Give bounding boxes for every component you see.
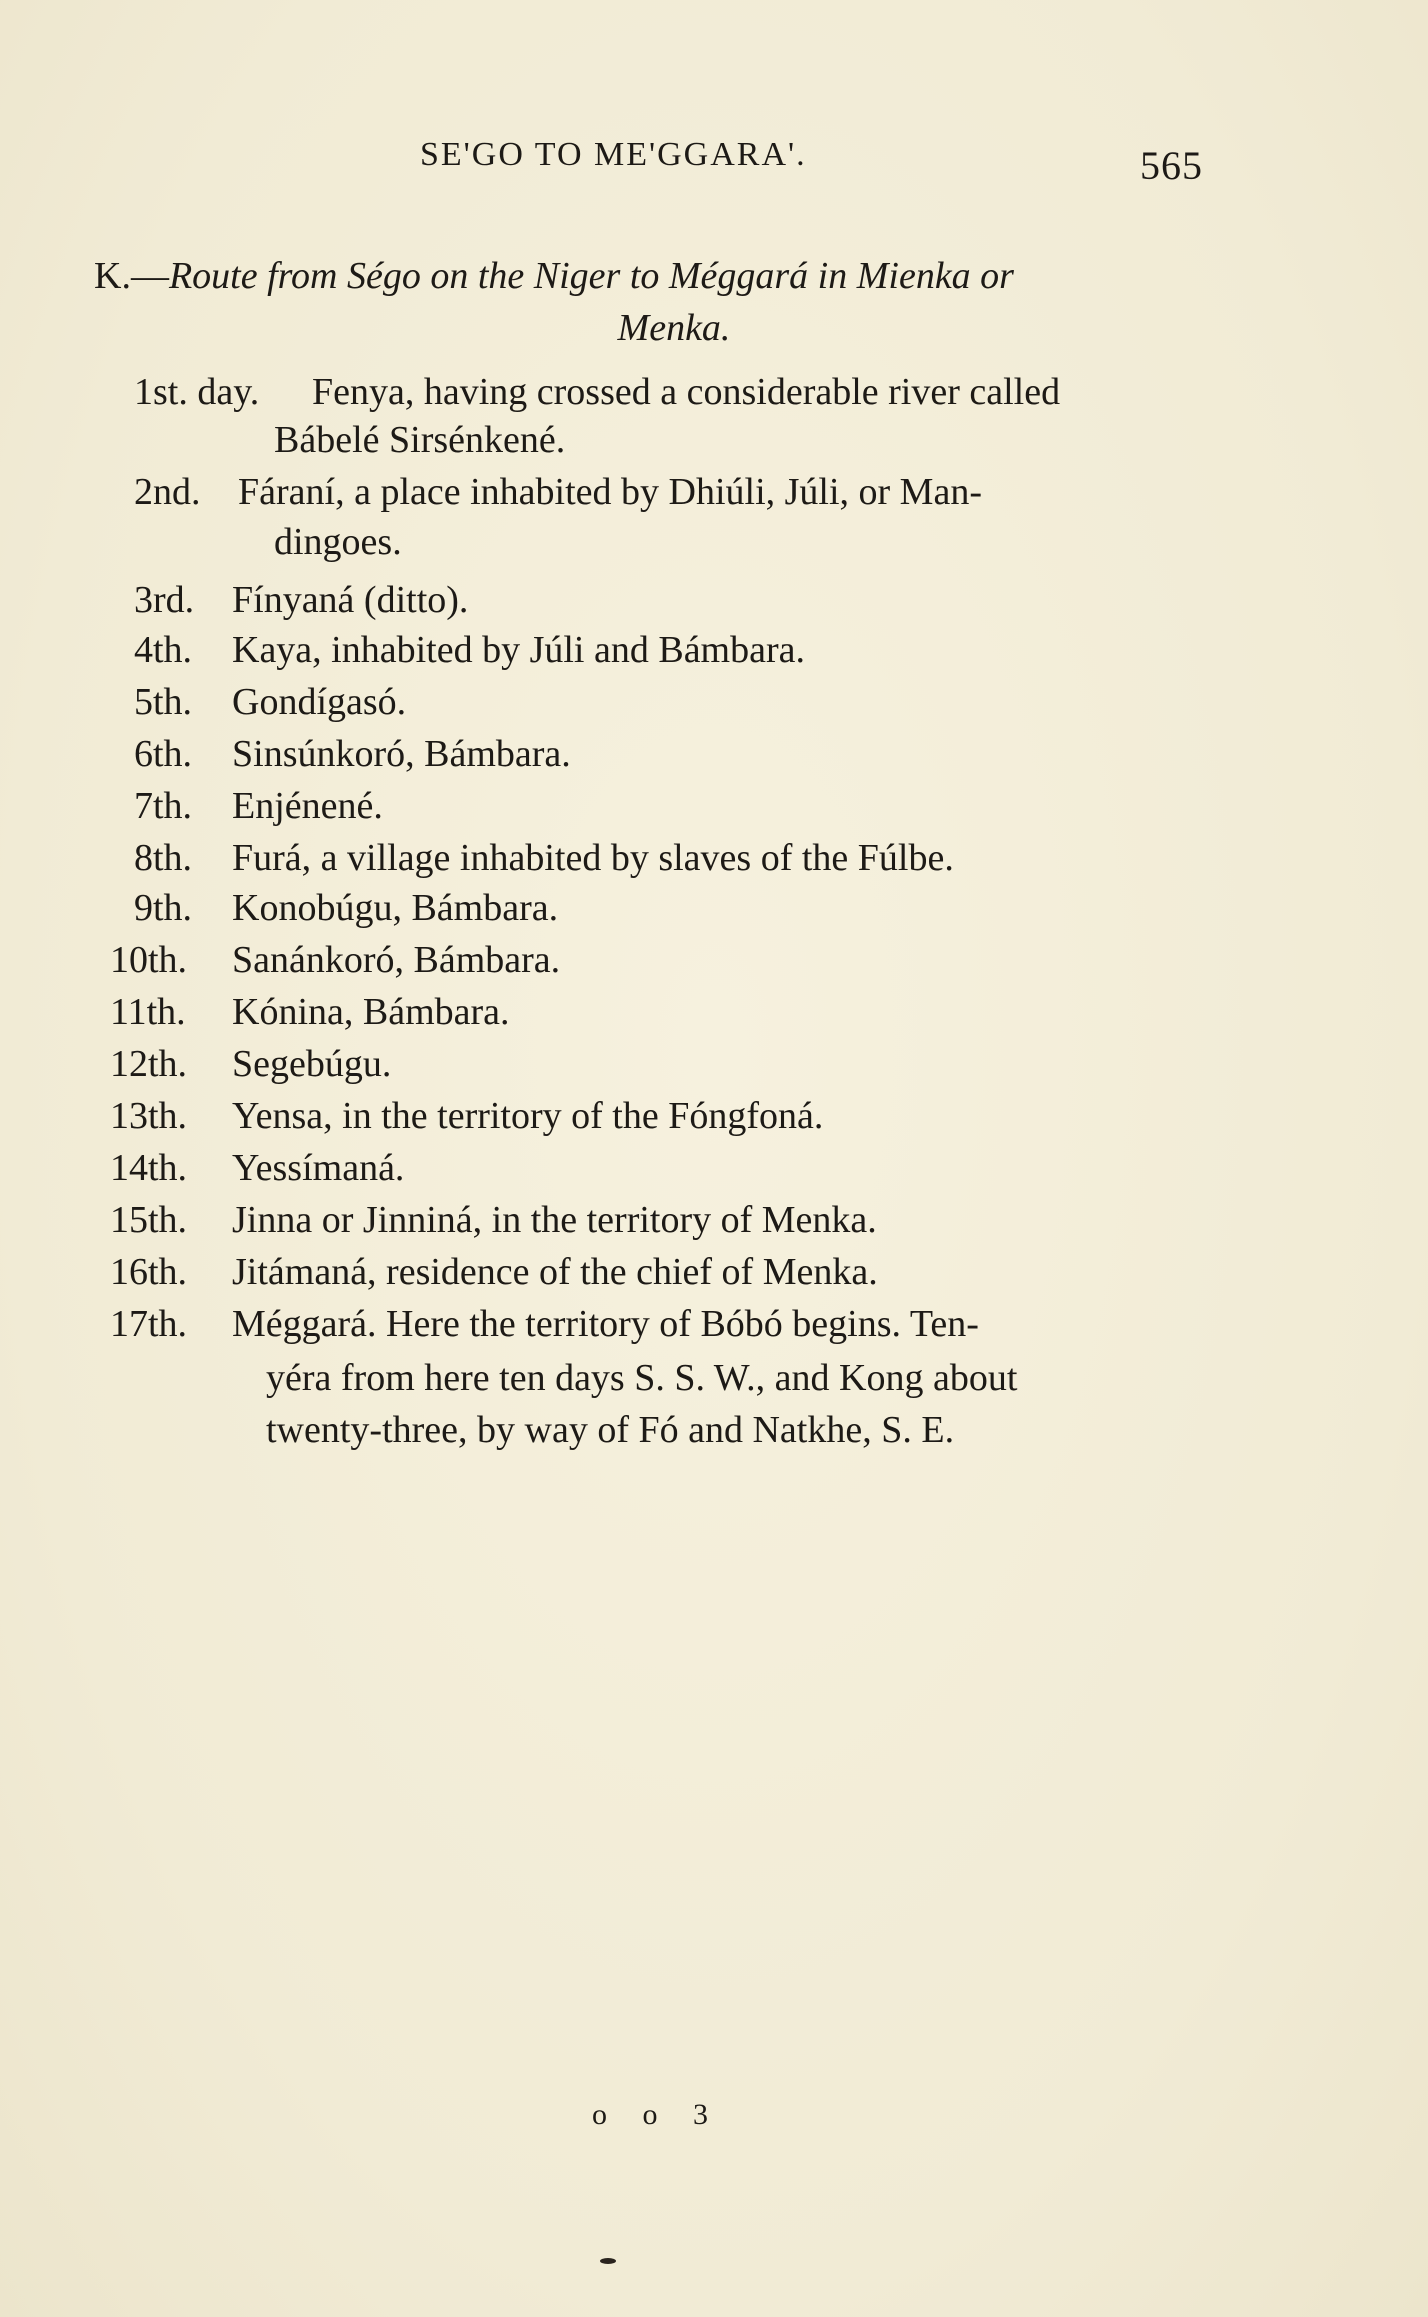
- day-label: 13th.: [110, 1095, 188, 1137]
- entry-line: Fenya, having crossed a considerable river called: [312, 371, 1061, 413]
- day-label: 9th.: [134, 887, 193, 929]
- section-title-line1: Route from Ségo on the Niger to Méggará in Mienka or: [168, 255, 1014, 297]
- section-title-line2: Menka.: [617, 307, 731, 349]
- day-label: 10th.: [110, 939, 188, 981]
- entry-line: Konobúgu, Bámbara.: [232, 887, 559, 929]
- entry-line: Furá, a village inhabited by slaves of the Fúlbe.: [232, 837, 954, 879]
- entry-line: Sinsúnkoró, Bámbara.: [232, 733, 571, 775]
- entry-line: Kaya, inhabited by Júli and Bámbara.: [232, 629, 806, 671]
- day-label: 16th.: [110, 1251, 188, 1293]
- entry-line: Jitámaná, residence of the chief of Menka.: [232, 1251, 878, 1293]
- entry-line: Gondígasó.: [232, 681, 407, 723]
- day-label: 2nd.: [134, 471, 201, 513]
- day-label: 1st. day.: [134, 371, 260, 413]
- entry-line: Fáraní, a place inhabited by Dhiúli, Júli, or Man-: [238, 471, 982, 513]
- day-label: 5th.: [134, 681, 193, 723]
- day-label: 14th.: [110, 1147, 188, 1189]
- entry-line: Yensa, in the territory of the Fóngfoná.: [232, 1095, 824, 1137]
- entry-line: Jinna or Jinniná, in the territory of Menka.: [232, 1199, 877, 1241]
- day-label: 6th.: [134, 733, 193, 775]
- entry-line: Sanánkoró, Bámbara.: [232, 939, 561, 981]
- entry-line: twenty-three, by way of Fó and Natkhe, S. E.: [266, 1409, 955, 1451]
- section-dash: —: [130, 255, 169, 297]
- section-label: K.: [94, 255, 131, 297]
- entry-line: Kónina, Bámbara.: [232, 991, 510, 1033]
- day-label: 7th.: [134, 785, 193, 827]
- entry-line: Yessímaná.: [232, 1147, 405, 1189]
- entry-line: Segebúgu.: [232, 1043, 392, 1085]
- day-label: 15th.: [110, 1199, 188, 1241]
- day-label: 3rd.: [134, 579, 195, 621]
- running-head: SE'GO TO ME'GGARA'.: [420, 136, 807, 173]
- entry-line: Fínyaná (ditto).: [232, 579, 469, 621]
- ink-blot: [600, 2258, 616, 2264]
- entry-line: yéra from here ten days S. S. W., and Kong about: [266, 1357, 1018, 1399]
- entry-line: Enjénené.: [232, 785, 383, 827]
- day-label: 12th.: [110, 1043, 188, 1085]
- day-label: 17th.: [110, 1303, 188, 1345]
- entry-line: Bábelé Sirsénkené.: [274, 419, 566, 461]
- day-label: 11th.: [110, 991, 186, 1033]
- entry-line: dingoes.: [274, 521, 402, 563]
- day-label: 4th.: [134, 629, 193, 671]
- day-label: 8th.: [134, 837, 193, 879]
- signature-mark: o o 3: [592, 2098, 722, 2131]
- entry-line: Méggará. Here the territory of Bóbó begins. Ten-: [232, 1303, 979, 1345]
- page-number: 565: [1140, 143, 1203, 188]
